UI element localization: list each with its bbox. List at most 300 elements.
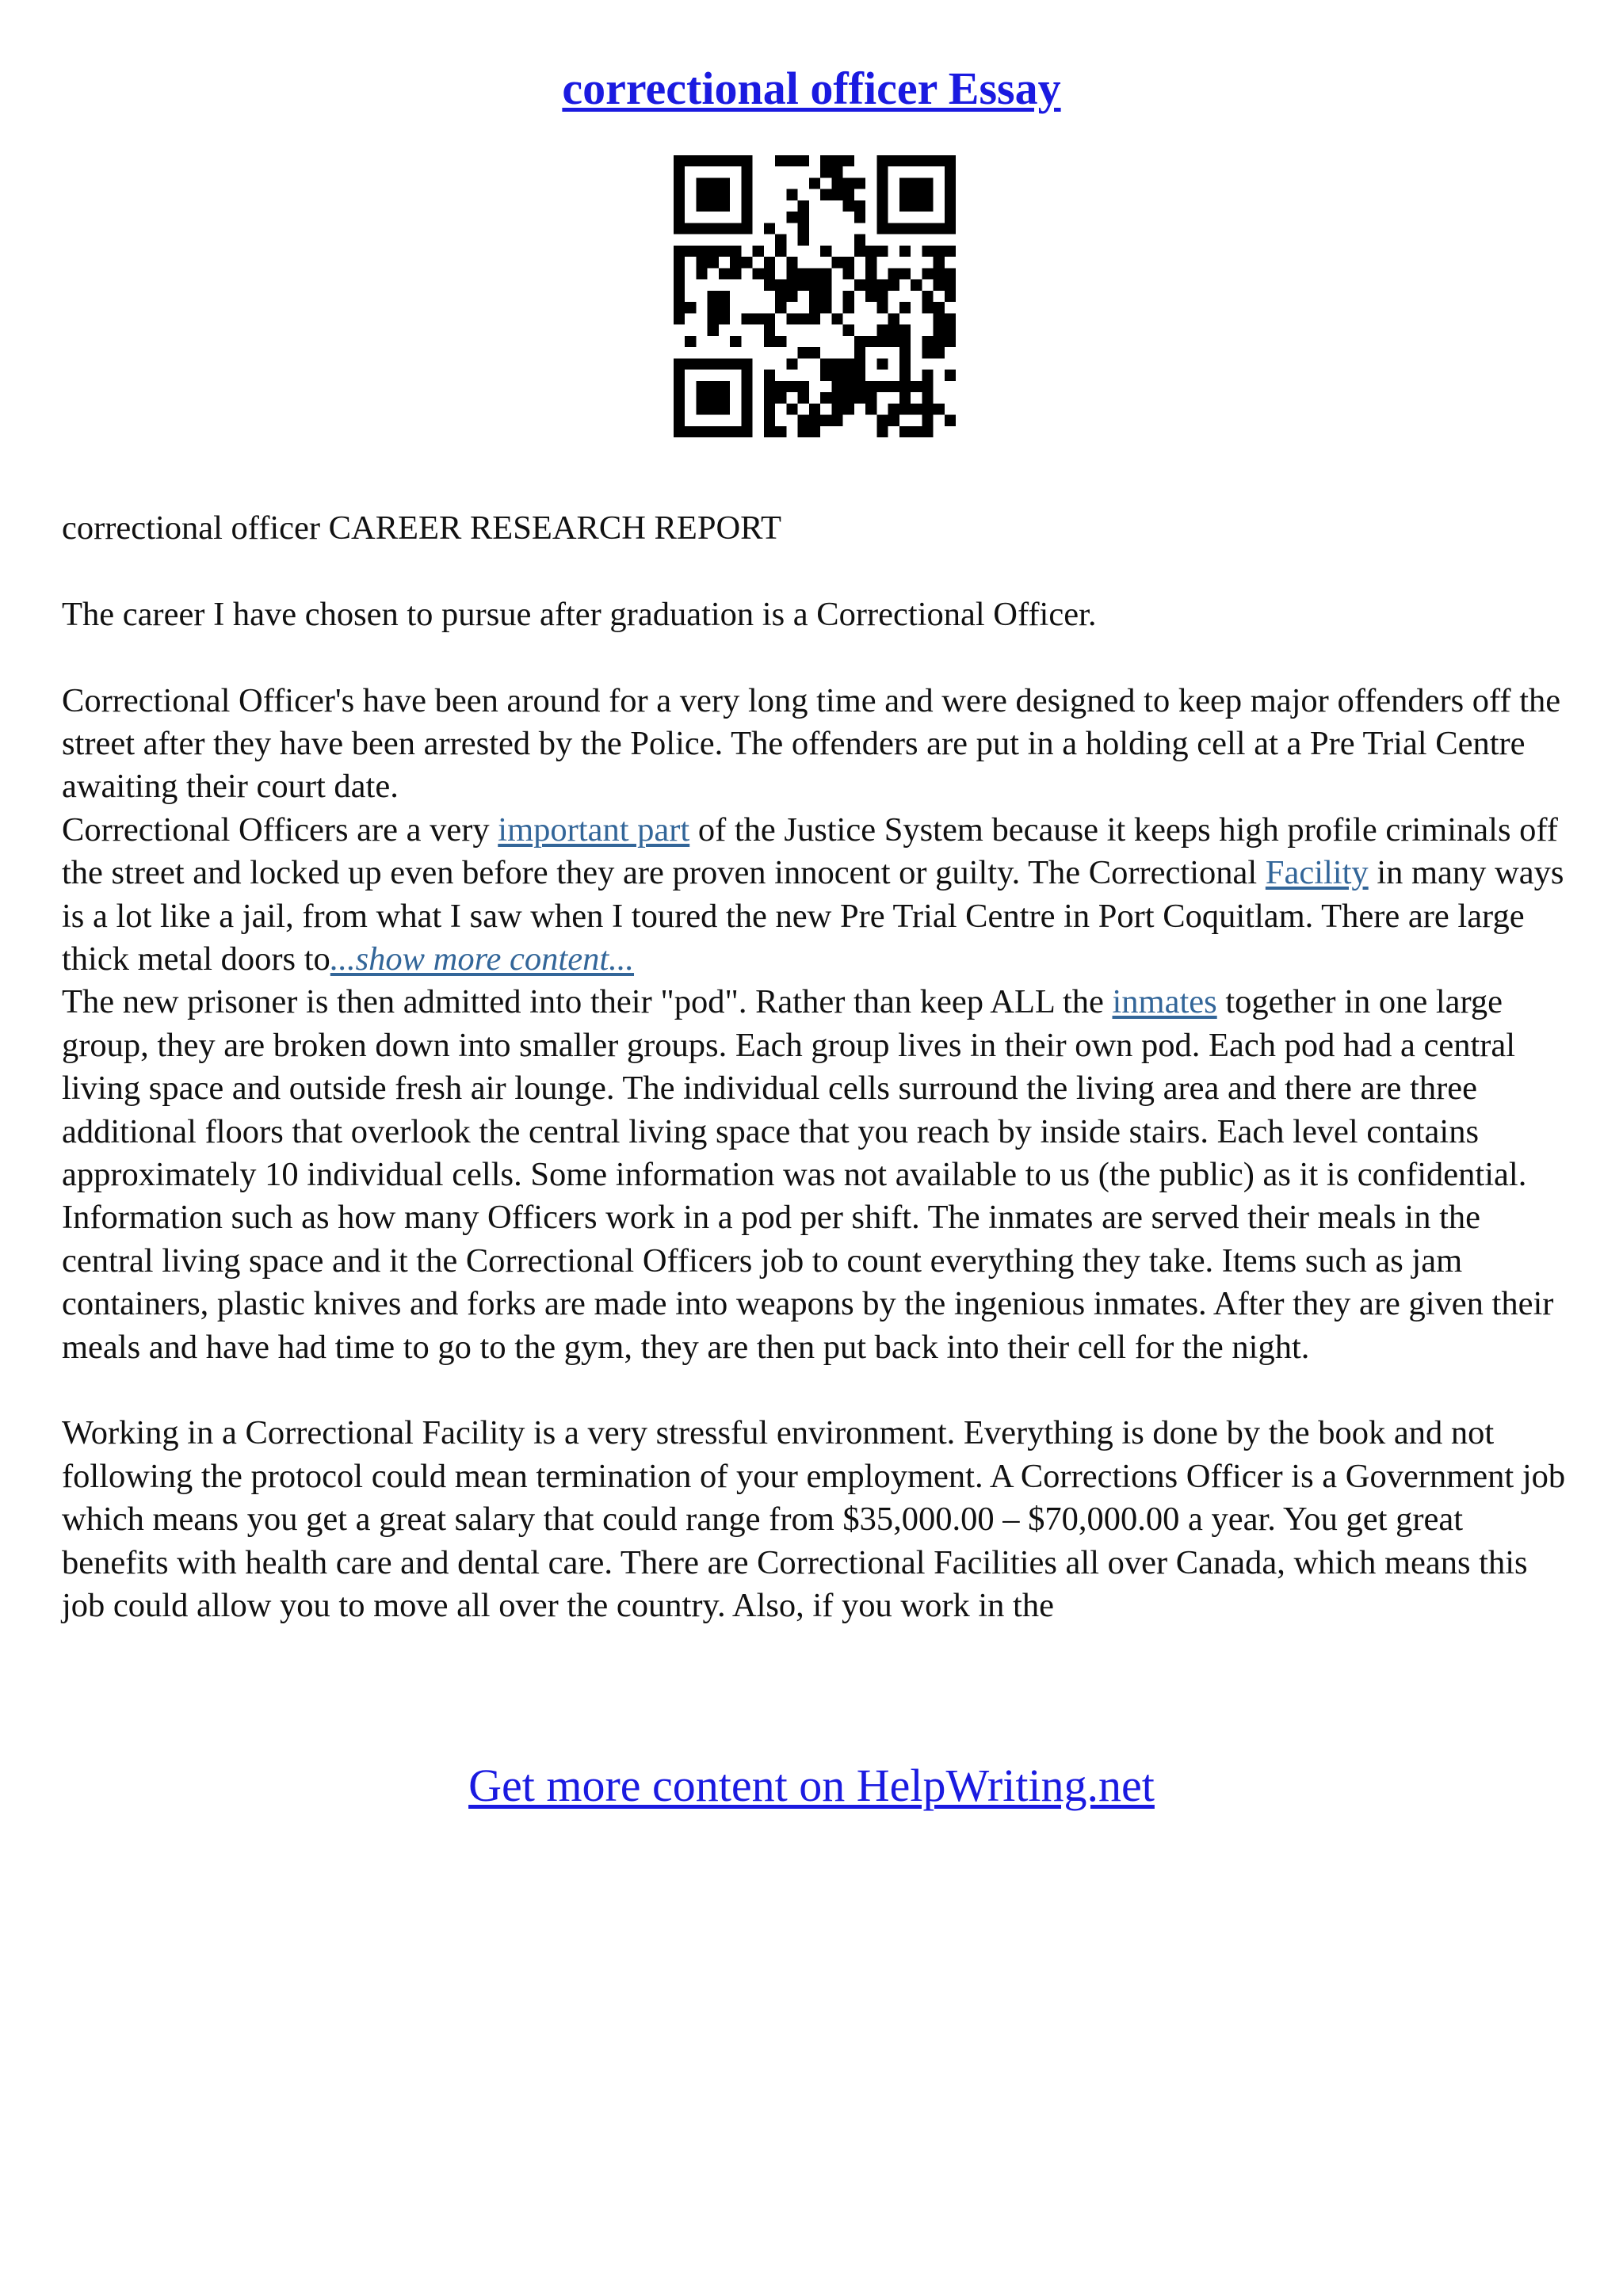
qr-module — [831, 313, 842, 324]
qr-module — [719, 177, 730, 189]
qr-module — [708, 155, 719, 166]
paragraph-text: of the Justice System because it keeps high profile criminals off the street and locked up even before they are proven innocent or guilty. The Correctional — [62, 810, 1558, 892]
qr-module — [922, 268, 933, 279]
qr-module — [820, 166, 831, 177]
qr-module — [945, 415, 956, 426]
qr-module — [831, 358, 842, 369]
qr-module — [753, 246, 764, 257]
qr-module — [786, 381, 797, 392]
paragraph-history: Correctional Officer's have been around for a very long time and were designed to keep major offenders off the street after they have been arrested by the Police. The offenders are put in a holding cell at a Pre Trial Centre awaiting their court date. — [62, 681, 1561, 806]
qr-module — [899, 223, 911, 234]
footer-link[interactable]: Get more content on HelpWriting.net — [468, 1760, 1155, 1811]
qr-module — [764, 392, 775, 403]
qr-module — [741, 177, 752, 189]
qr-module — [854, 392, 865, 403]
qr-module — [798, 200, 809, 212]
qr-module — [685, 155, 696, 166]
qr-module — [922, 177, 933, 189]
qr-module — [708, 200, 719, 212]
qr-module — [899, 358, 911, 369]
qr-module — [876, 212, 888, 223]
qr-module — [843, 302, 854, 313]
qr-module — [764, 325, 775, 336]
qr-module — [775, 246, 786, 257]
qr-module — [696, 381, 707, 392]
qr-module — [764, 381, 775, 392]
qr-module — [831, 392, 842, 403]
qr-module — [674, 426, 685, 437]
qr-module — [876, 200, 888, 212]
qr-module — [934, 336, 945, 347]
qr-module — [809, 347, 820, 358]
qr-module — [843, 200, 854, 212]
qr-module — [843, 189, 854, 200]
qr-module — [809, 403, 820, 414]
qr-module — [876, 177, 888, 189]
qr-module — [708, 291, 719, 302]
qr-module — [854, 235, 865, 246]
qr-module — [696, 426, 707, 437]
qr-module — [945, 200, 956, 212]
qr-module — [888, 155, 899, 166]
report-heading: correctional officer CAREER RESEARCH REPORT — [62, 509, 781, 547]
essay-body — [62, 507, 1568, 1628]
qr-module — [922, 336, 933, 347]
qr-module — [696, 200, 707, 212]
qr-module — [934, 347, 945, 358]
qr-module — [899, 325, 911, 336]
qr-module — [674, 155, 685, 166]
qr-module — [696, 177, 707, 189]
qr-module — [809, 302, 820, 313]
qr-module — [798, 426, 809, 437]
qr-module — [730, 358, 741, 369]
qr-module — [730, 223, 741, 234]
qr-module — [922, 403, 933, 414]
qr-module — [764, 403, 775, 414]
qr-module — [843, 177, 854, 189]
qr-module — [820, 189, 831, 200]
qr-module — [730, 246, 741, 257]
qr-module — [674, 223, 685, 234]
qr-module — [843, 403, 854, 414]
qr-module — [831, 155, 842, 166]
qr-module — [741, 370, 752, 381]
qr-module — [934, 223, 945, 234]
qr-module — [922, 381, 933, 392]
qr-module — [843, 257, 854, 268]
qr-module — [945, 325, 956, 336]
qr-module — [911, 177, 922, 189]
qr-module — [719, 426, 730, 437]
qr-module — [854, 381, 865, 392]
qr-module — [831, 166, 842, 177]
qr-module — [876, 166, 888, 177]
qr-module — [674, 257, 685, 268]
qr-module — [719, 381, 730, 392]
paragraph-working: Working in a Correctional Facility is a very stressful environment. Everything is done by the book and not following the protocol could mean termination of your employment. A Corrections Officer is a Government job which means you get a great salary that could range from $35,000.00 – $70,000.00 a year. You get great benefits with health care and dental care. There are Correctional Facilities all over Canada, which means this job could allow you to move all over the country. Also, if you work in the — [62, 1414, 1566, 1625]
qr-module — [899, 268, 911, 279]
qr-module — [831, 403, 842, 414]
qr-module — [741, 200, 752, 212]
qr-module — [809, 415, 820, 426]
qr-module — [945, 223, 956, 234]
qr-module — [865, 381, 876, 392]
qr-module — [843, 325, 854, 336]
qr-module — [719, 223, 730, 234]
qr-module — [775, 336, 786, 347]
qr-module — [854, 358, 865, 369]
qr-module — [674, 177, 685, 189]
qr-module — [820, 392, 831, 403]
qr-module — [775, 291, 786, 302]
qr-module — [798, 212, 809, 223]
qr-module — [945, 370, 956, 381]
qr-module — [820, 246, 831, 257]
qr-module — [730, 268, 741, 279]
qr-module — [820, 268, 831, 279]
qr-module — [820, 415, 831, 426]
qr-module — [865, 291, 876, 302]
qr-module — [934, 403, 945, 414]
qr-module — [945, 246, 956, 257]
qr-module — [764, 223, 775, 234]
qr-module — [843, 155, 854, 166]
qr-module — [775, 235, 786, 246]
qr-module — [685, 336, 696, 347]
qr-module — [876, 302, 888, 313]
qr-module — [741, 403, 752, 414]
qr-module — [876, 246, 888, 257]
qr-module — [899, 200, 911, 212]
qr-module — [719, 403, 730, 414]
qr-module — [798, 415, 809, 426]
qr-module — [911, 381, 922, 392]
qr-module — [888, 313, 899, 324]
qr-module — [831, 381, 842, 392]
qr-module — [888, 336, 899, 347]
qr-module — [719, 246, 730, 257]
qr-module — [922, 302, 933, 313]
qr-module — [831, 370, 842, 381]
qr-module — [820, 370, 831, 381]
qr-module — [719, 291, 730, 302]
qr-module — [854, 370, 865, 381]
qr-module — [674, 200, 685, 212]
qr-module — [865, 280, 876, 291]
qr-module — [798, 155, 809, 166]
qr-module — [674, 381, 685, 392]
qr-module — [696, 257, 707, 268]
qr-module — [854, 347, 865, 358]
qr-module — [753, 268, 764, 279]
qr-module — [820, 302, 831, 313]
qr-module — [798, 381, 809, 392]
qr-module — [708, 246, 719, 257]
qr-module — [708, 358, 719, 369]
title-link[interactable]: correctional officer Essay — [562, 63, 1061, 114]
qr-module — [730, 426, 741, 437]
qr-module — [854, 212, 865, 223]
qr-module — [786, 189, 797, 200]
qr-module — [674, 291, 685, 302]
qr-module — [899, 302, 911, 313]
qr-module — [741, 392, 752, 403]
qr-module — [843, 381, 854, 392]
qr-module — [876, 280, 888, 291]
qr-module — [674, 189, 685, 200]
qr-module — [798, 223, 809, 234]
qr-module — [696, 403, 707, 414]
qr-module — [741, 426, 752, 437]
qr-module — [876, 381, 888, 392]
qr-module — [786, 280, 797, 291]
qr-module — [899, 347, 911, 358]
qr-module — [809, 280, 820, 291]
qr-module — [786, 257, 797, 268]
qr-module — [708, 426, 719, 437]
qr-module — [854, 246, 865, 257]
qr-code-icon — [674, 155, 956, 437]
qr-module — [696, 246, 707, 257]
qr-module — [764, 370, 775, 381]
qr-module — [899, 392, 911, 403]
qr-module — [888, 415, 899, 426]
qr-module — [911, 426, 922, 437]
qr-module — [753, 313, 764, 324]
qr-module — [730, 155, 741, 166]
paragraph-text: in many ways is a lot like a jail, from what I saw when I toured the new Pre Trial Centre in Port Coquitlam. There are large thick metal doors to — [62, 854, 1564, 978]
qr-module — [843, 370, 854, 381]
qr-module — [741, 415, 752, 426]
qr-module — [674, 370, 685, 381]
qr-module — [741, 166, 752, 177]
qr-module — [719, 268, 730, 279]
qr-module — [786, 358, 797, 369]
qr-module — [911, 189, 922, 200]
show-more-link[interactable]: ...show more content... — [330, 940, 635, 978]
qr-module — [854, 200, 865, 212]
qr-module — [945, 189, 956, 200]
qr-module — [831, 257, 842, 268]
qr-module — [775, 280, 786, 291]
qr-module — [708, 381, 719, 392]
qr-module — [809, 426, 820, 437]
qr-module — [945, 336, 956, 347]
qr-module — [775, 302, 786, 313]
qr-module — [741, 212, 752, 223]
qr-module — [741, 189, 752, 200]
qr-module — [741, 155, 752, 166]
link-inmates[interactable]: inmates — [1112, 983, 1217, 1021]
qr-module — [809, 268, 820, 279]
qr-module — [708, 189, 719, 200]
qr-module — [764, 280, 775, 291]
qr-module — [945, 212, 956, 223]
qr-module — [876, 336, 888, 347]
qr-module — [708, 392, 719, 403]
qr-module — [820, 280, 831, 291]
qr-module — [798, 268, 809, 279]
qr-module — [899, 177, 911, 189]
qr-module — [899, 381, 911, 392]
qr-module — [798, 313, 809, 324]
qr-module — [741, 313, 752, 324]
qr-module — [674, 246, 685, 257]
qr-module — [888, 280, 899, 291]
qr-module — [786, 212, 797, 223]
qr-module — [719, 189, 730, 200]
qr-module — [764, 415, 775, 426]
qr-module — [934, 313, 945, 324]
qr-module — [775, 155, 786, 166]
document-title — [0, 57, 1623, 120]
qr-module — [786, 268, 797, 279]
qr-module — [685, 302, 696, 313]
qr-module — [719, 155, 730, 166]
qr-module — [922, 200, 933, 212]
qr-module — [764, 313, 775, 324]
qr-module — [685, 358, 696, 369]
qr-module — [696, 392, 707, 403]
qr-module — [719, 392, 730, 403]
qr-module — [911, 155, 922, 166]
qr-module — [922, 189, 933, 200]
qr-module — [945, 291, 956, 302]
qr-module — [696, 358, 707, 369]
link-important-part[interactable]: important part — [498, 810, 690, 849]
qr-module — [786, 403, 797, 414]
qr-module — [945, 166, 956, 177]
qr-module — [854, 177, 865, 189]
qr-module — [876, 358, 888, 369]
qr-module — [764, 257, 775, 268]
qr-module — [934, 246, 945, 257]
qr-module — [922, 392, 933, 403]
qr-module — [798, 347, 809, 358]
qr-module — [820, 155, 831, 166]
qr-module — [786, 291, 797, 302]
qr-module — [899, 403, 911, 414]
qr-module — [708, 403, 719, 414]
qr-module — [876, 189, 888, 200]
qr-module — [708, 302, 719, 313]
qr-module — [741, 381, 752, 392]
qr-module — [865, 257, 876, 268]
qr-module — [741, 358, 752, 369]
qr-module — [945, 155, 956, 166]
qr-module — [674, 166, 685, 177]
qr-module — [945, 313, 956, 324]
qr-module — [820, 291, 831, 302]
qr-module — [696, 189, 707, 200]
qr-module — [922, 155, 933, 166]
qr-module — [730, 336, 741, 347]
qr-module — [831, 415, 842, 426]
qr-module — [809, 313, 820, 324]
intro-paragraph: The career I have chosen to pursue after graduation is a Correctional Officer. — [62, 595, 1097, 633]
paragraph-text: Correctional Officers are a very — [62, 810, 498, 849]
qr-module — [696, 155, 707, 166]
qr-module — [843, 358, 854, 369]
qr-module — [719, 358, 730, 369]
qr-module — [831, 189, 842, 200]
qr-module — [708, 313, 719, 324]
paragraph-text: The new prisoner is then admitted into their "pod". Rather than keep ALL the — [62, 983, 1113, 1021]
qr-module — [922, 347, 933, 358]
qr-module — [674, 403, 685, 414]
qr-module — [899, 246, 911, 257]
qr-module — [685, 246, 696, 257]
qr-module — [922, 291, 933, 302]
qr-module — [809, 177, 820, 189]
qr-module — [674, 415, 685, 426]
qr-module — [798, 392, 809, 403]
qr-module — [674, 392, 685, 403]
qr-module — [945, 268, 956, 279]
qr-module — [764, 426, 775, 437]
qr-module — [843, 392, 854, 403]
qr-module — [911, 403, 922, 414]
qr-module — [911, 223, 922, 234]
qr-module — [934, 302, 945, 313]
qr-module — [719, 313, 730, 324]
qr-module — [775, 392, 786, 403]
qr-module — [741, 257, 752, 268]
qr-module — [922, 415, 933, 426]
qr-module — [719, 200, 730, 212]
qr-module — [685, 426, 696, 437]
footer — [0, 1754, 1623, 1817]
qr-module — [899, 189, 911, 200]
qr-module — [674, 212, 685, 223]
qr-module — [922, 426, 933, 437]
qr-module — [685, 223, 696, 234]
qr-module — [831, 177, 842, 189]
qr-module — [674, 280, 685, 291]
qr-module — [798, 280, 809, 291]
qr-module — [696, 268, 707, 279]
qr-module — [876, 325, 888, 336]
qr-module — [865, 268, 876, 279]
qr-module — [865, 246, 876, 257]
qr-module — [888, 381, 899, 392]
qr-module — [876, 291, 888, 302]
qr-module — [888, 268, 899, 279]
qr-module — [854, 280, 865, 291]
qr-module — [730, 257, 741, 268]
link-facility[interactable]: Facility — [1265, 854, 1369, 892]
qr-module — [934, 257, 945, 268]
qr-module — [775, 381, 786, 392]
qr-module — [934, 268, 945, 279]
qr-module — [922, 246, 933, 257]
qr-module — [911, 280, 922, 291]
qr-module — [865, 336, 876, 347]
qr-module — [719, 302, 730, 313]
qr-module — [708, 223, 719, 234]
qr-module — [843, 268, 854, 279]
qr-module — [764, 268, 775, 279]
qr-module — [741, 223, 752, 234]
qr-module — [876, 223, 888, 234]
qr-module — [775, 426, 786, 437]
qr-module — [922, 370, 933, 381]
qr-module — [708, 177, 719, 189]
qr-module — [786, 155, 797, 166]
paragraph-justice-system — [62, 809, 1568, 982]
qr-module — [674, 302, 685, 313]
